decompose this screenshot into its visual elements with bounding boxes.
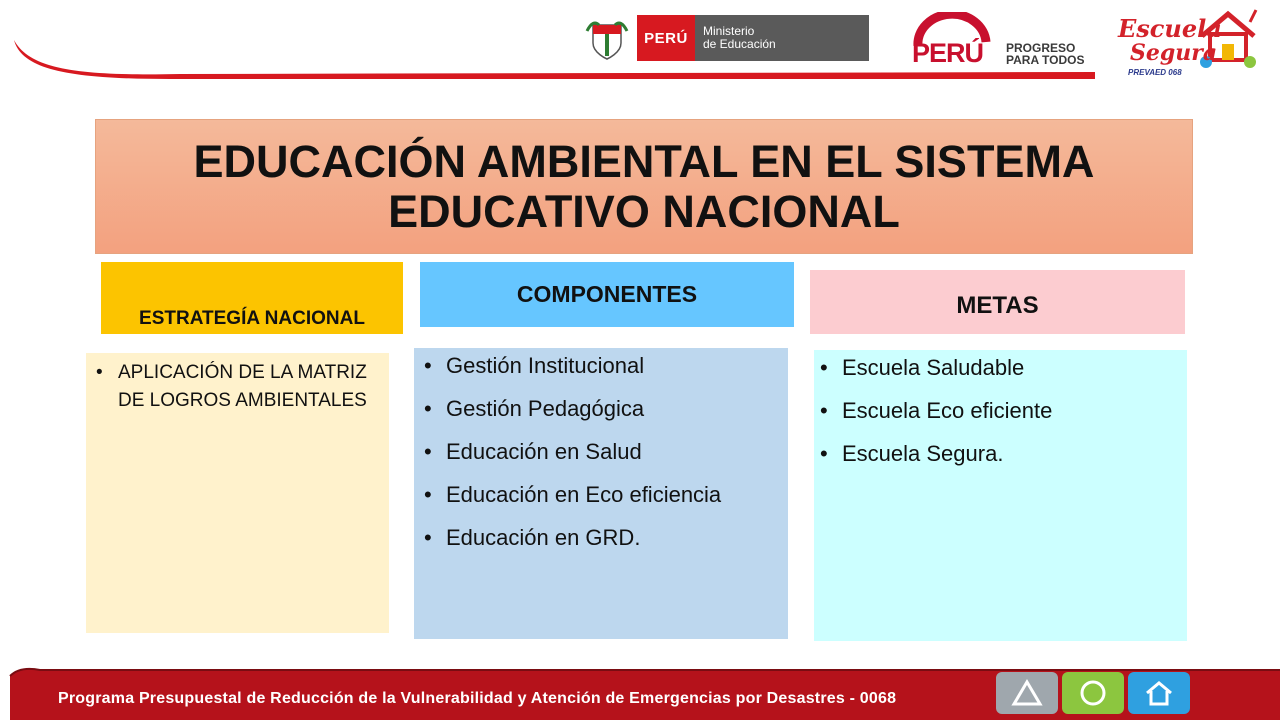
ministerio-badge [695, 15, 869, 61]
shelter-icon [1128, 672, 1190, 714]
list-item: • Escuela Saludable [820, 355, 1025, 380]
peru-progreso-logo [912, 12, 1094, 66]
componentes-list [424, 352, 778, 551]
escuela-segura-logo [1114, 6, 1264, 78]
metas-header: METAS [810, 270, 1185, 334]
metas-panel [814, 350, 1187, 641]
title-line1: EDUCACIÓN AMBIENTAL EN EL SISTEMA [193, 135, 1095, 187]
estrategia-header: ESTRATEGÍA NACIONAL [101, 262, 403, 334]
progreso-tagline [1006, 42, 1084, 66]
list-item: • Educación en GRD. [424, 525, 641, 550]
title-box [95, 119, 1193, 254]
progreso-line2: PARA TODOS [1006, 53, 1085, 67]
componentes-panel [414, 348, 788, 639]
progreso-peru-word: PERÚ [912, 38, 984, 68]
footer-text: Programa Presupuestal de Reducción de la Vulnerabilidad y Atención de Emergencias por Desastres - 0068 [58, 690, 897, 707]
peru-badge: PERÚ [637, 15, 695, 61]
list-item: • Escuela Segura. [820, 441, 1004, 466]
estrategia-panel [86, 353, 389, 633]
list-item: • Gestión Pedagógica [424, 396, 645, 421]
ministerio-logo [585, 14, 875, 62]
escuela-word: Escuela [1118, 14, 1222, 43]
progreso-line1: PROGRESO [1006, 41, 1076, 55]
list-item: • APLICACIÓN DE LA MATRIZ DE LOGROS AMBIENTALES [96, 359, 379, 415]
bullet-icon: • [820, 355, 828, 380]
title-line2: EDUCATIVO NACIONAL [388, 185, 900, 237]
bullet-icon: • [424, 396, 432, 421]
environment-icon [1062, 672, 1124, 714]
page-title [194, 137, 1095, 237]
peru-coat-of-arms-icon [585, 15, 629, 61]
bullet-icon: • [424, 353, 432, 378]
metas-list [820, 354, 1177, 467]
estrategia-list [96, 359, 379, 415]
segura-word: Segura [1130, 40, 1218, 66]
list-item: • Educación en Eco eficiencia [424, 482, 722, 507]
prevaed-label: PREVAED 068 [1128, 68, 1182, 77]
bullet-icon: • [96, 362, 103, 383]
ministerio-line1: Ministerio [703, 24, 755, 38]
list-item: • Educación en Salud [424, 439, 642, 464]
bullet-icon: • [424, 525, 432, 550]
ministerio-line2: de Educación [703, 37, 776, 51]
prevention-icon [996, 672, 1058, 714]
bullet-icon: • [424, 439, 432, 464]
list-item: • Escuela Eco eficiente [820, 398, 1053, 423]
bullet-icon: • [820, 441, 828, 466]
list-item: • Gestión Institucional [424, 353, 645, 378]
bullet-icon: • [424, 482, 432, 507]
componentes-header: COMPONENTES [420, 262, 794, 327]
bullet-icon: • [820, 398, 828, 423]
